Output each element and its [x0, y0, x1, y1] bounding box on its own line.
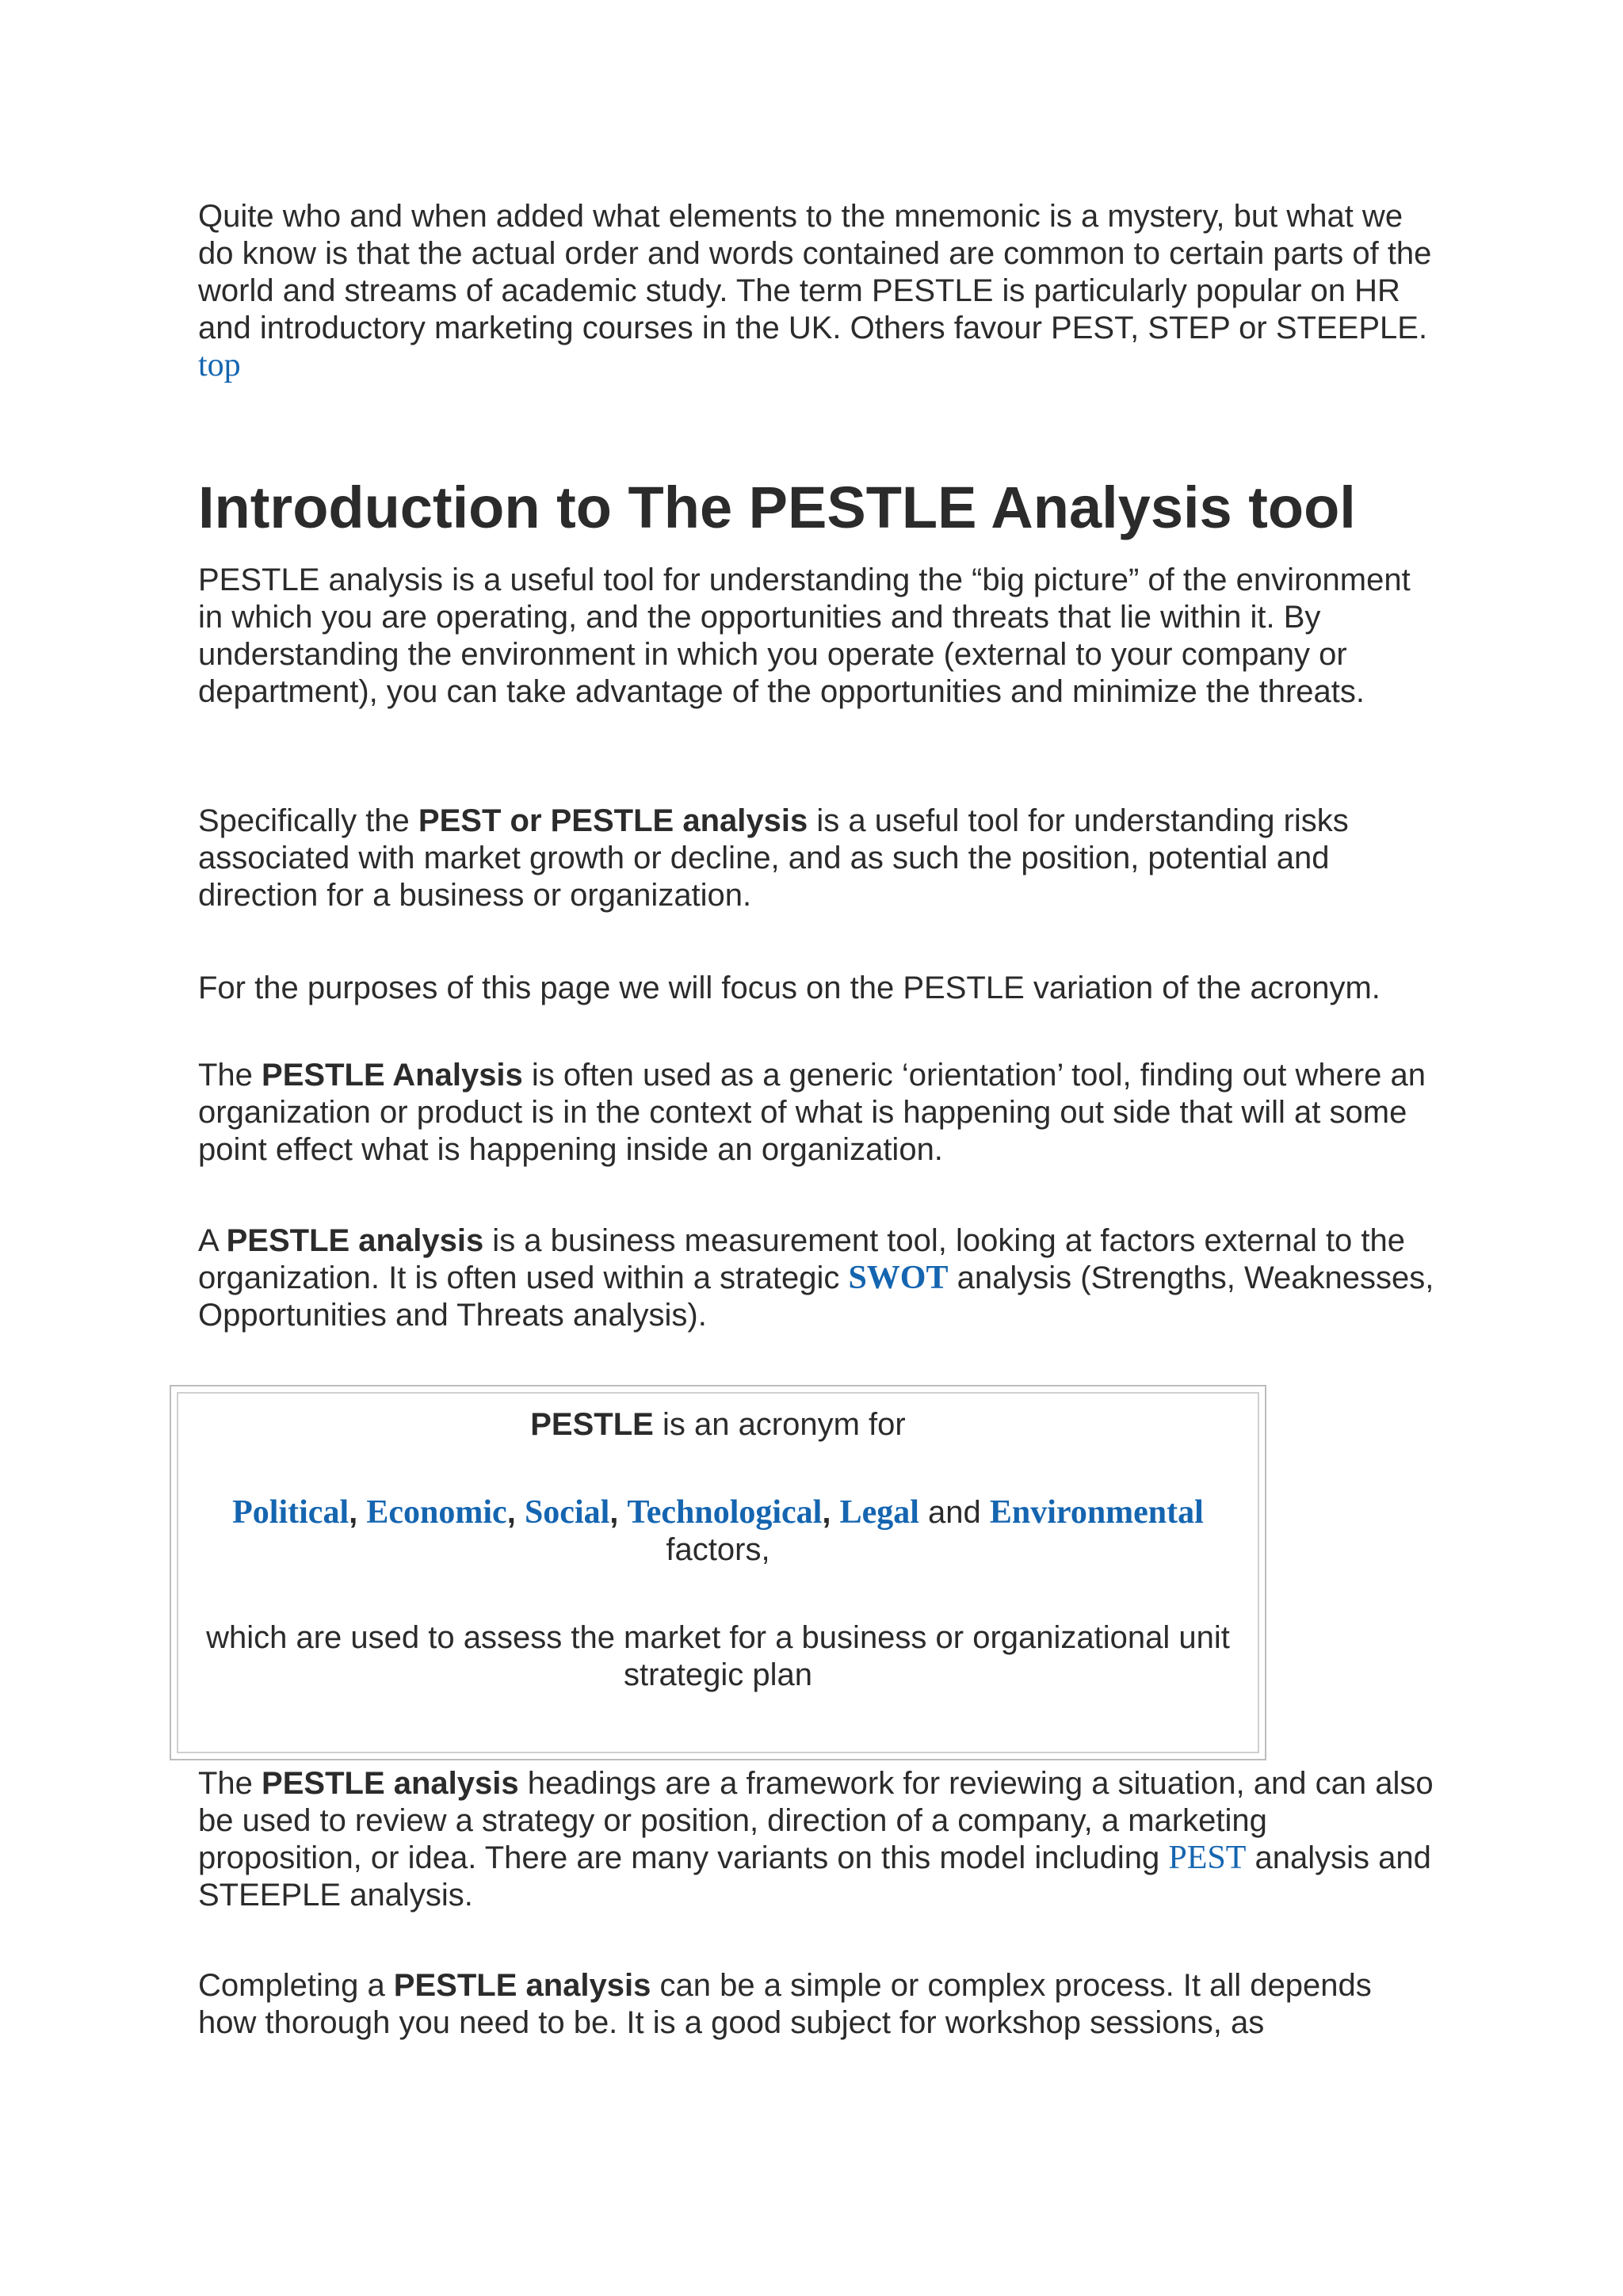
p5-bold: PESTLE analysis [226, 1223, 484, 1258]
and-word: and [918, 1495, 990, 1530]
intro-text: Quite who and when added what elements to the mnemonic is a mystery, but what we do know is that the actual order and words contained are common to certain parts of the world and streams of academic study. The term PESTLE is particularly popular on HR and introductory marketing courses in the UK. Others favour PEST, STEP or STEEPLE. [198, 199, 1432, 345]
p5-text-mid: is a business measurement tool, looking at factors external to the organization. It is often used within a strategic [198, 1223, 1406, 1295]
p2-bold: PEST or PESTLE analysis [418, 803, 808, 838]
p6-text-mid: headings are a framework for reviewing a situation, and can also be used to review a strategy or position, direction of a company, a marketing proposition, or idea. There are many variants on this model including [198, 1766, 1434, 1875]
p6-text-before: The [198, 1766, 262, 1801]
factor-technological-link[interactable]: Technological [627, 1494, 823, 1531]
swot-link[interactable]: SWOT [848, 1260, 949, 1296]
p6-bold: PESTLE analysis [262, 1766, 519, 1801]
p2-text-after: is a useful tool for understanding risks associated with market growth or decline, and as such the position, potential and direction for a business or organization. [198, 803, 1349, 913]
paragraph-7 [198, 1967, 1434, 2042]
p7-bold: PESTLE analysis [393, 1968, 651, 2003]
p7-text-after: can be a simple or complex process. It all depends how thorough you need to be. It is a good subject for workshop sessions, as [198, 1968, 1372, 2040]
p4-text-before: The [198, 1058, 262, 1093]
factor-economic-link[interactable]: Economic [366, 1494, 507, 1531]
factor-environmental-link[interactable]: Environmental [989, 1494, 1204, 1531]
paragraph-1: PESTLE analysis is a useful tool for understanding the “big picture” of the environment in which you are operating, and the opportunities and threats that lie within it. By understanding the environment in which you operate (external to your company or department), you can take advantage of the opportunities and minimize the threats. [198, 563, 1411, 709]
p7-text-before: Completing a [198, 1968, 394, 2003]
comma: , [506, 1495, 516, 1530]
box-factors [178, 1494, 1258, 1569]
box-line-1-rest: is an acronym for [653, 1407, 906, 1442]
section-heading: Introduction to The PESTLE Analysis tool [198, 475, 1356, 540]
pest-link[interactable]: PEST [1168, 1840, 1247, 1876]
p5-text-after: analysis (Strengths, Weaknesses, Opportunities and Threats analysis). [198, 1261, 1434, 1333]
p4-bold: PESTLE Analysis [262, 1058, 523, 1093]
comma: , [822, 1495, 831, 1530]
paragraph-2 [198, 803, 1434, 914]
factor-political-link[interactable]: Political [232, 1494, 349, 1531]
p4-text-after: is often used as a generic ‘orientation’ tool, finding out where an organization or product is in the context of what is happening out side that will at some point effect what is happening inside an organization. [198, 1058, 1426, 1167]
intro-paragraph [198, 198, 1434, 384]
paragraph-6 [198, 1765, 1434, 1914]
factor-social-link[interactable]: Social [524, 1494, 610, 1531]
comma: , [609, 1495, 619, 1530]
p5-text-before: A [198, 1223, 227, 1258]
paragraph-3: For the purposes of this page we will focus on the PESTLE variation of the acronym. [198, 971, 1381, 1005]
paragraph-4 [198, 1057, 1434, 1169]
box-line-1 [178, 1406, 1258, 1444]
p2-text-before: Specifically the [198, 803, 418, 838]
top-link[interactable]: top [198, 347, 241, 383]
box-line-3: which are used to assess the market for a business or organizational unit strategic plan [206, 1620, 1230, 1692]
p6-text-after: analysis and STEEPLE analysis. [198, 1840, 1431, 1913]
factors-suffix: factors, [666, 1532, 770, 1567]
paragraph-5 [198, 1222, 1434, 1334]
comma: , [349, 1495, 358, 1530]
box-pestle-bold: PESTLE [530, 1407, 654, 1442]
factor-legal-link[interactable]: Legal [839, 1494, 919, 1531]
